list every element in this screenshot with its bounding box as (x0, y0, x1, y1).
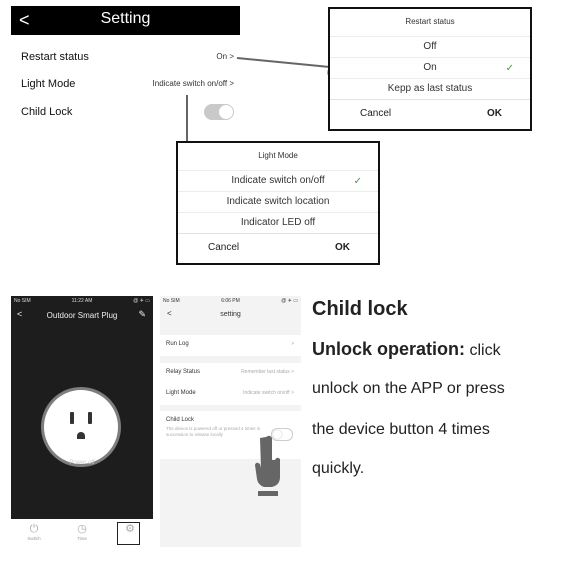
restart-status-dialog (328, 7, 532, 131)
instruction-text: click (465, 342, 501, 359)
back-button[interactable]: < (17, 309, 23, 319)
divider (330, 99, 530, 100)
phone-setting-screen (160, 296, 301, 547)
row-label: Restart status (21, 51, 89, 63)
row-label: Child Lock (166, 417, 195, 423)
instruction-line-4: quickly. (312, 460, 365, 477)
row-value: Indicate switch on/off > (152, 79, 234, 88)
row-value: Indicate switch on/off > (243, 390, 294, 396)
status-time: 11:22 AM (71, 298, 93, 304)
status-icons: @ ✈ ▭ (281, 298, 298, 304)
dialog-title: Light Mode (258, 151, 298, 160)
option-keep-last[interactable]: Kepp as last status (330, 78, 530, 99)
back-button[interactable]: < (19, 10, 30, 30)
power-icon: ⏻ (29, 523, 39, 535)
hand-pointer-icon (254, 433, 286, 497)
tab-label: Time (77, 536, 87, 541)
check-icon: ✓ (353, 176, 362, 187)
status-bar (160, 296, 301, 306)
outlet-ground-icon (77, 432, 85, 439)
edit-icon[interactable]: ✎ (138, 309, 146, 319)
divider (178, 233, 378, 234)
light-mode-row[interactable] (160, 384, 301, 405)
power-status: Power off (69, 460, 95, 466)
row-label: Child Lock (21, 106, 73, 118)
outlet-slot-icon (70, 412, 74, 424)
instruction-line-3: the device button 4 times (312, 421, 490, 438)
status-bar (11, 296, 153, 306)
row-description: The device is powered off or pressed 4 times in succession to release locally (166, 426, 261, 437)
option-indicate-on-off[interactable]: Indicate switch on/off (178, 170, 378, 191)
status-icons: @ ✈ ▭ (133, 298, 150, 304)
back-button[interactable]: < (167, 309, 172, 318)
status-carrier: No SIM (14, 298, 31, 304)
tab-switch[interactable] (19, 523, 49, 541)
outlet-power-button[interactable] (44, 390, 118, 464)
status-time: 6:06 PM (221, 298, 240, 304)
tab-label: Swtich (27, 536, 41, 541)
row-label: Light Mode (21, 78, 76, 90)
relay-status-row[interactable] (160, 363, 301, 384)
status-carrier: No SIM (163, 298, 180, 304)
tab-time[interactable] (67, 523, 97, 541)
cancel-button[interactable]: Cancel (208, 242, 240, 253)
gear-icon: ⚙ (125, 523, 135, 535)
instruction-line-1 (312, 339, 501, 360)
check-icon: ✓ (505, 63, 514, 74)
section-heading: Child lock (312, 298, 408, 320)
option-on[interactable]: On (330, 57, 530, 78)
tab-highlight (117, 522, 140, 545)
phone1-tab-bar (11, 519, 153, 547)
row-label: Run Log (166, 341, 189, 347)
row-value: Remember last status > (241, 369, 294, 375)
row-label: Light Mode (166, 390, 196, 396)
clock-icon: ◷ (77, 523, 87, 535)
ok-button[interactable]: OK (335, 242, 350, 253)
phone-device-screen (11, 296, 153, 547)
arrow-to-restart-dialog (237, 58, 340, 68)
instruction-line-2: unlock on the APP or press (312, 380, 505, 397)
option-indicate-location[interactable]: Indicate switch location (178, 191, 378, 212)
chevron-right-icon: > (291, 341, 294, 347)
option-led-off[interactable]: Indicator LED off (178, 212, 378, 233)
run-log-row[interactable] (160, 335, 301, 356)
outlet-slot-icon (88, 412, 92, 424)
page-title: setting (220, 311, 241, 318)
page-title: Setting (100, 10, 151, 27)
device-title: Outdoor Smart Plug (46, 311, 118, 320)
dialog-title: Restart status (405, 17, 455, 26)
cancel-button[interactable]: Cancel (360, 108, 392, 119)
instruction-bold: Unlock operation: (312, 339, 466, 359)
option-off[interactable]: Off (330, 36, 530, 57)
light-mode-dialog (176, 141, 380, 265)
ok-button[interactable]: OK (487, 108, 502, 119)
row-value: On > (216, 52, 234, 61)
row-label: Relay Status (166, 369, 201, 375)
